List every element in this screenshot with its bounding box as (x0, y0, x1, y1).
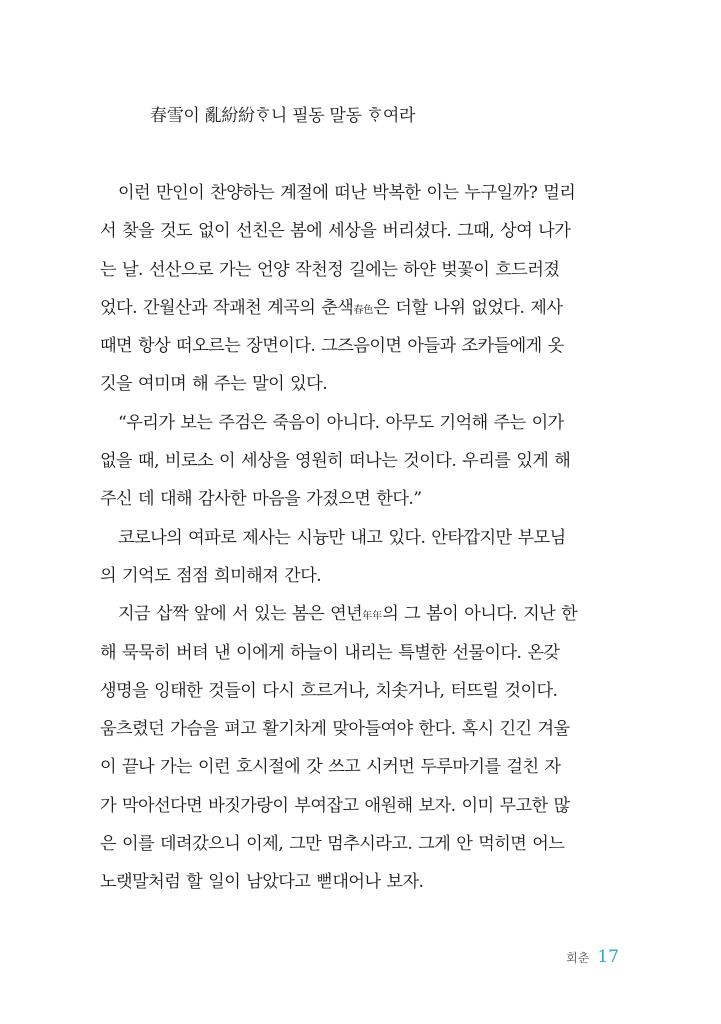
hanja-annotation: 春色 (353, 304, 374, 316)
body-line: 은 이를 데려갔으니 이제, 그만 멈추시라고. 그게 안 먹히면 어느 (100, 834, 565, 855)
body-line: 이런 만인이 찬양하는 계절에 떠난 박복한 이는 누구일까? 멀리 (118, 183, 576, 203)
section-title: 회춘 (566, 951, 590, 965)
body-line: 생명을 잉태한 것들이 다시 흐르거나, 치솟거나, 터뜨릴 것이다. (100, 680, 558, 701)
body-line: 는 날. 선산으로 가는 언양 작천정 길에는 하얀 벚꽃이 흐드러졌 (100, 259, 560, 280)
body-line: 주신 데 대해 감사한 마음을 가졌으면 한다.” (100, 489, 422, 510)
body-line: 때면 항상 떠오르는 장면이다. 그즈음이면 아들과 조카들에게 옷 (100, 336, 564, 357)
body-line: 해 묵묵히 버텨 낸 이에게 하늘이 내리는 특별한 선물이다. 온갖 (100, 642, 560, 663)
body-line: 이 끝나 가는 이런 호시절에 갓 쓰고 시커먼 두루마기를 걸친 자 (100, 757, 561, 778)
body-line: 지금 삽짝 앞에 서 있는 봄은 연년年年의 그 봄이 아니다. 지난 한 (118, 604, 578, 625)
body-line: 었다. 간월산과 작괘천 계곡의 춘색春色은 더할 나위 없었다. 제사 (100, 297, 563, 318)
body-line: 노랫말처럼 할 일이 남았다고 뻗대어나 보자. (100, 872, 424, 893)
page-number: 17 (597, 947, 619, 967)
epigraph-verse: 春雪이 亂紛紛ᄒᆞ니 필동 말동 ᄒᆞ여라 (150, 106, 416, 126)
body-line: 서 찾을 것도 없이 선친은 봄에 세상을 버리셨다. 그때, 상여 나가 (100, 221, 571, 242)
body-line: 가 막아선다면 바짓가랑이 부여잡고 애원해 보자. 이미 무고한 많 (100, 795, 570, 816)
body-line: 코로나의 여파로 제사는 시늉만 내고 있다. 안타깝지만 부모님 (118, 527, 566, 548)
body-text (100, 174, 630, 902)
body-line: 움츠렸던 가슴을 펴고 활기차게 맞아들여야 한다. 혹시 긴긴 겨울 (100, 719, 570, 740)
body-line: 없을 때, 비로소 이 세상을 영원히 떠나는 것이다. 우리를 있게 해 (100, 451, 571, 472)
page-footer (566, 947, 619, 967)
hanja-annotation: 年年 (362, 611, 383, 623)
body-line: 의 기억도 점점 희미해져 간다. (100, 565, 322, 586)
body-line: “우리가 보는 주검은 죽음이 아니다. 아무도 기억해 주는 이가 (118, 412, 564, 433)
body-line: 깃을 여미며 해 주는 말이 있다. (100, 374, 328, 395)
